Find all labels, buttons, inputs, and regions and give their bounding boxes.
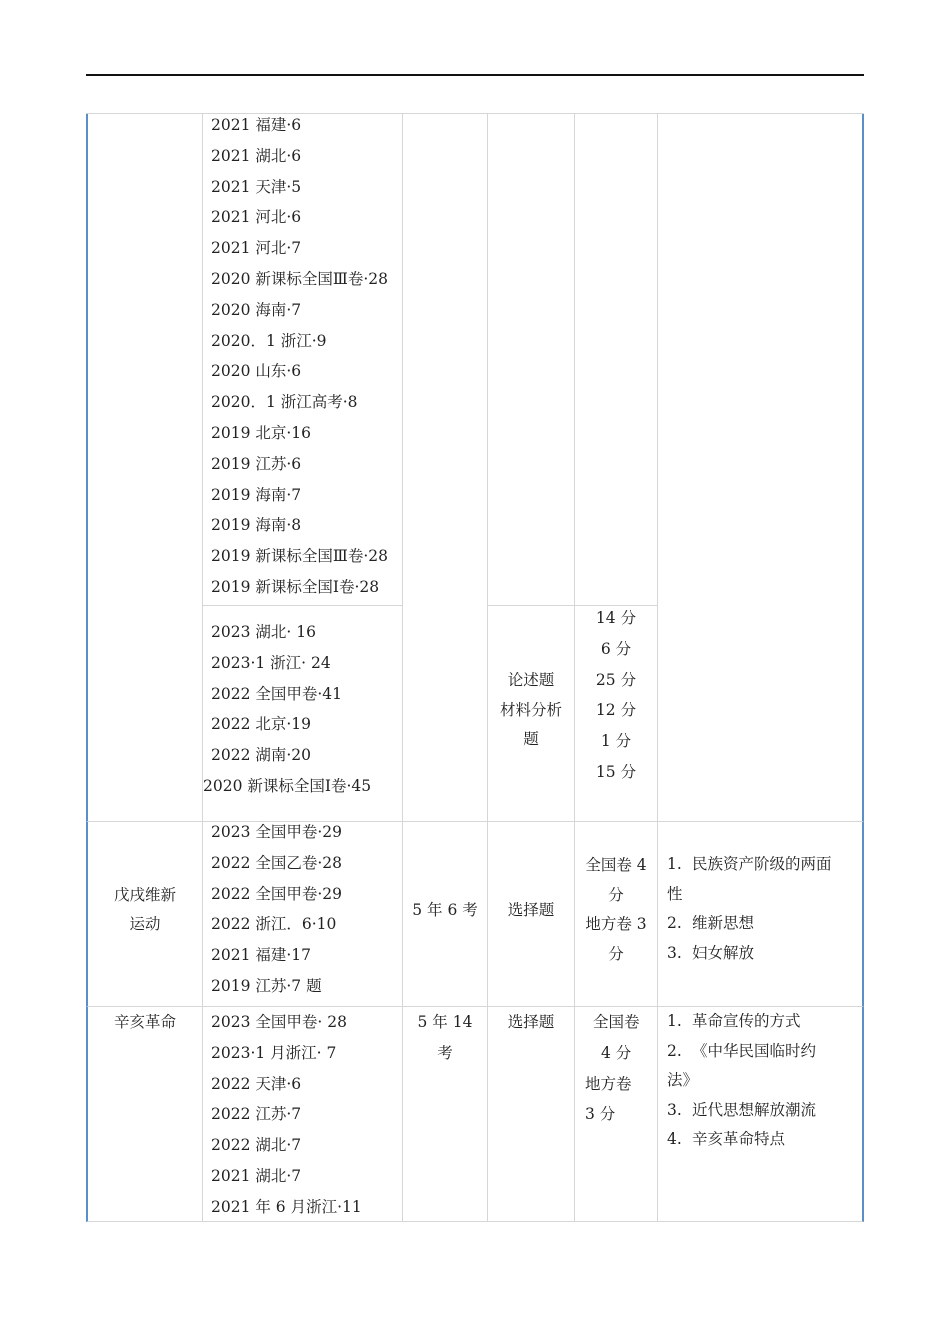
exam-list-cell [203, 1007, 403, 1222]
score-line: 4 分 [601, 1043, 632, 1062]
score-line: 分 [608, 944, 624, 963]
score-line: 全国卷 [593, 1013, 640, 1031]
exam-item: 2022 北京·19 [211, 715, 312, 734]
score-line: 全国卷 4 [585, 856, 647, 874]
question-type-cell [488, 1007, 575, 1222]
exam-item: 2021 年 6 月浙江·11 [211, 1197, 362, 1216]
topic-cell [86, 1007, 203, 1222]
exam-item: 2021 河北·7 [211, 239, 302, 258]
score-line: 分 [608, 885, 624, 904]
question-type-line: 材料分析 [499, 700, 562, 719]
frequency-cell [403, 1007, 488, 1222]
exam-list-cell [203, 606, 403, 822]
exam-item: 2023·1 月浙江· 7 [211, 1043, 337, 1062]
exam-item: 2020 山东·6 [211, 362, 302, 381]
key-point: 4. 辛亥革命特点 [667, 1130, 786, 1148]
key-points-cell [658, 822, 864, 1007]
exam-item: 2023 全国甲卷· 28 [211, 1013, 347, 1031]
exam-item: 2022 天津·6 [211, 1074, 302, 1093]
exam-item: 2022 湖南·20 [211, 746, 312, 765]
key-point: 3. 近代思想解放潮流 [667, 1100, 817, 1119]
score-line: 14 分 [595, 609, 637, 627]
key-point: 1. 民族资产阶级的两面 [667, 855, 832, 873]
exam-item: 2020．1 浙江高考·8 [211, 393, 358, 412]
score-cell [575, 822, 658, 1007]
header-rule [86, 74, 864, 76]
key-points-cell [658, 1007, 864, 1222]
exam-item: 2022 江苏·7 [211, 1105, 302, 1124]
exam-item: 2023 湖北· 16 [211, 623, 316, 641]
exam-item: 2019 海南·7 [211, 485, 302, 504]
key-point: 2. 维新思想 [667, 914, 755, 932]
question-type-cell [488, 822, 575, 1007]
score-line: 地方卷 [585, 1074, 632, 1093]
key-point: 2. 《中华民国临时约 [667, 1041, 817, 1060]
score-line: 15 分 [595, 762, 637, 781]
exam-list-cell [203, 113, 403, 606]
exam-item: 2021 河北·6 [211, 208, 302, 227]
frequency-cell [403, 822, 488, 1007]
score-line: 1 分 [600, 732, 632, 751]
question-type-line: 论述题 [507, 671, 555, 689]
key-points-cell-empty [658, 113, 864, 822]
exam-item: 2022 全国乙卷·28 [211, 853, 343, 872]
key-point: 3. 妇女解放 [667, 943, 755, 962]
frequency-cell-empty [403, 113, 488, 822]
exam-item: 2021 福建·6 [211, 116, 302, 134]
exam-item: 2023·1 浙江· 24 [211, 653, 331, 672]
frequency-text: 5 年 6 考 [412, 901, 478, 919]
topic-cell-empty [86, 113, 203, 822]
exam-item: 2022 浙江．6·10 [211, 915, 337, 934]
question-type-cell-empty [488, 113, 575, 606]
exam-item: 2019 新课标全国Ⅲ卷·28 [211, 547, 388, 566]
frequency-line: 5 年 14 [417, 1013, 473, 1031]
exam-item: 2019 海南·8 [211, 516, 302, 535]
score-line: 6 分 [600, 639, 632, 658]
exam-item: 2020．1 浙江·9 [211, 331, 327, 350]
exam-item: 2019 北京·16 [211, 423, 312, 442]
question-type-text: 选择题 [507, 901, 555, 919]
exam-item: 2019 江苏·7 题 [211, 976, 322, 995]
score-line: 地方卷 3 [585, 915, 647, 933]
exam-item: 2019 新课标全国Ⅰ卷·28 [211, 577, 380, 596]
score-cell [575, 606, 658, 822]
key-point: 性 [667, 884, 683, 903]
exam-item: 2021 福建·17 [211, 946, 312, 965]
score-cell [575, 1007, 658, 1222]
question-type-cell [488, 606, 575, 822]
score-cell-empty [575, 113, 658, 606]
key-point: 法》 [667, 1071, 699, 1089]
table-top-border [86, 113, 864, 114]
score-line: 12 分 [595, 701, 637, 720]
score-line: 25 分 [595, 670, 637, 689]
topic-line: 运动 [129, 915, 161, 933]
exam-item: 2021 湖北·6 [211, 146, 302, 165]
topic-cell [86, 822, 203, 1007]
exam-item: 2020 海南·7 [211, 300, 302, 319]
exam-item: 2020 新课标全国Ⅰ卷·45 [203, 776, 372, 795]
exam-item: 2023 全国甲卷·29 [211, 823, 343, 841]
question-type-line: 题 [523, 730, 539, 748]
topic-text: 辛亥革命 [113, 1013, 176, 1031]
exam-item: 2021 天津·5 [211, 177, 302, 196]
exam-item: 2022 湖北·7 [211, 1136, 302, 1155]
exam-list-cell [203, 822, 403, 1007]
key-point: 1. 革命宣传的方式 [667, 1012, 801, 1030]
exam-item: 2021 湖北·7 [211, 1166, 302, 1185]
exam-item: 2020 新课标全国Ⅲ卷·28 [211, 269, 388, 288]
topic-line: 戊戌维新 [113, 886, 176, 904]
exam-item: 2022 全国甲卷·41 [211, 684, 343, 703]
frequency-line: 考 [437, 1043, 453, 1062]
score-line: 3 分 [585, 1105, 616, 1124]
question-type-text: 选择题 [507, 1013, 555, 1031]
exam-item: 2022 全国甲卷·29 [211, 884, 343, 903]
exam-item: 2019 江苏·6 [211, 454, 302, 473]
